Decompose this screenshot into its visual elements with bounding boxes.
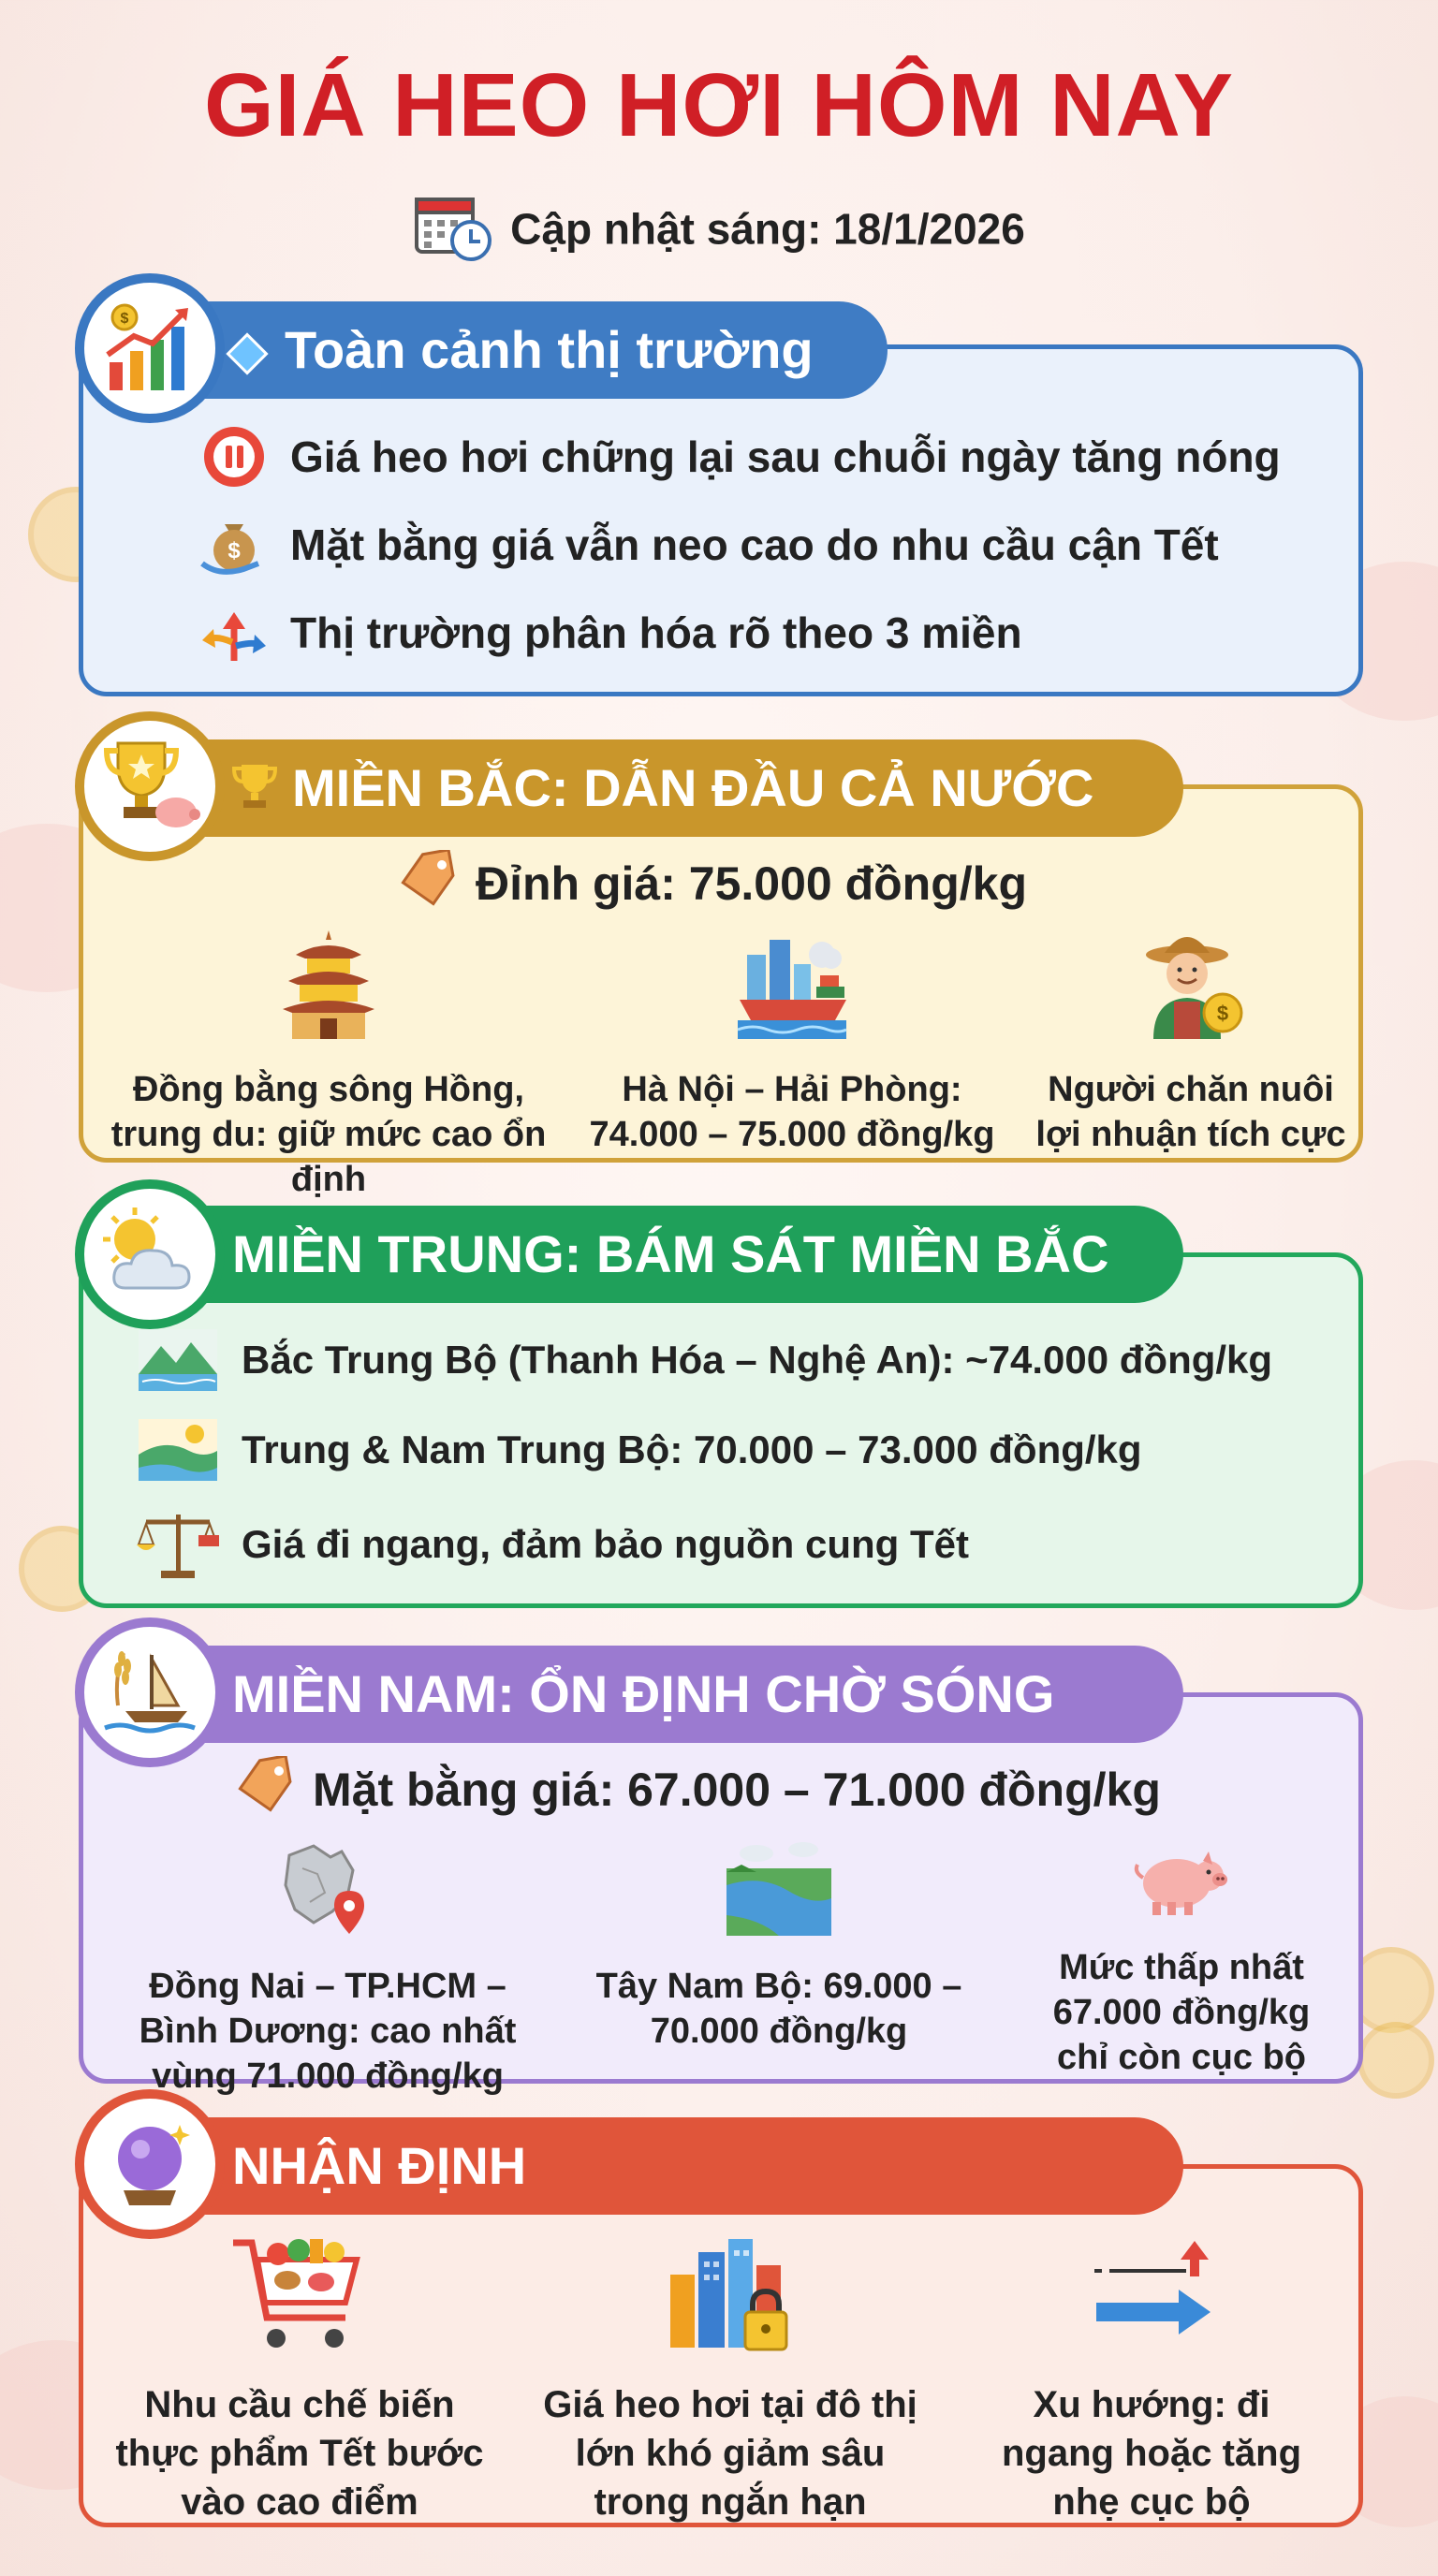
background-coin-decoration <box>1357 2022 1434 2099</box>
outlook-column: Xu hướng: đi ngang hoặc tăng nhẹ cục bộ <box>974 2233 1329 2526</box>
central-item <box>137 1507 969 1582</box>
city-lock-icon <box>524 2233 936 2367</box>
split-arrows-icon <box>200 599 268 666</box>
overview-item-text: Thị trường phân hóa rõ theo 3 miền <box>290 608 1022 657</box>
south-level-text: Mặt bằng giá: 67.000 – 71.000 đồng/kg <box>313 1764 1161 1816</box>
svg-text:$: $ <box>120 311 129 327</box>
river-icon <box>565 1837 992 1951</box>
map-pin-icon <box>131 1837 524 1951</box>
update-date <box>0 192 1438 273</box>
calendar-clock-icon <box>413 192 493 273</box>
page-title: GIÁ HEO HƠI HÔM NAY <box>203 55 1235 155</box>
north-column: $ Người chăn nuôi lợi nhuận tích cực <box>1024 927 1357 1157</box>
svg-text:$: $ <box>227 538 241 564</box>
trend-arrow-icon <box>974 2233 1329 2367</box>
outlook-title: NHẬN ĐỊNH <box>232 2136 527 2195</box>
farmer-icon <box>1024 927 1357 1054</box>
central-item <box>137 1417 1142 1483</box>
outlook-ribbon <box>159 2117 1183 2215</box>
central-item-text: Giá đi ngang, đảm bảo nguồn cung Tết <box>242 1522 969 1566</box>
pagoda-icon <box>90 927 567 1054</box>
pause-icon <box>200 423 268 490</box>
north-column: Hà Nội – Hải Phòng: 74.000 – 75.000 đồng/kg <box>575 927 1009 1157</box>
overview-item-text: Giá heo hơi chững lại sau chuỗi ngày tăng nóng <box>290 432 1281 481</box>
overview-item <box>200 423 1281 490</box>
overview-item <box>200 599 1022 666</box>
price-tag-icon <box>399 850 459 917</box>
north-column: Đồng bằng sông Hồng, trung du: giữ mức cao ổn định <box>90 927 567 1202</box>
crystal-ball-icon <box>75 2089 225 2239</box>
growth-chart-icon <box>75 273 225 423</box>
overview-item-text: Mặt bằng giá vẫn neo cao do nhu cầu cận Tết <box>290 520 1219 569</box>
update-date-text: Cập nhật sáng: 18/1/2026 <box>510 204 1025 254</box>
central-title: MIỀN TRUNG: BÁM SÁT MIỀN BẮC <box>232 1224 1109 1283</box>
north-peak-price <box>399 850 1027 917</box>
south-column: Đồng Nai – TP.HCM – Bình Dương: cao nhất vùng 71.000 đồng/kg <box>131 1837 524 2099</box>
svg-text:$: $ <box>1216 1002 1229 1025</box>
central-ribbon <box>159 1206 1183 1303</box>
north-ribbon <box>159 739 1183 837</box>
overview-ribbon <box>159 301 888 399</box>
central-item <box>137 1327 1272 1393</box>
sun-cloud-icon <box>75 1179 225 1329</box>
south-column: Tây Nam Bộ: 69.000 – 70.000 đồng/kg <box>565 1837 992 2054</box>
price-tag-icon <box>236 1756 296 1823</box>
boat-rice-icon <box>75 1617 225 1767</box>
pig-icon <box>1041 1837 1322 1932</box>
money-bag-icon <box>200 511 268 578</box>
overview-title: Toàn cảnh thị trường <box>285 320 814 379</box>
north-peak-text: Đỉnh giá: 75.000 đồng/kg <box>476 857 1027 910</box>
central-item-text: Trung & Nam Trung Bộ: 70.000 – 73.000 đồng/kg <box>242 1427 1142 1471</box>
central-item-text: Bắc Trung Bộ (Thanh Hóa – Nghệ An): ~74.000 đồng/kg <box>242 1338 1273 1382</box>
south-title: MIỀN NAM: ỔN ĐỊNH CHỜ SÓNG <box>232 1664 1055 1723</box>
trophy-pig-icon <box>75 711 225 861</box>
shopping-cart-icon <box>103 2233 496 2367</box>
outlook-column: Giá heo hơi tại đô thị lớn khó giảm sâu trong ngắn hạn <box>524 2233 936 2526</box>
diamond-icon <box>226 333 268 375</box>
south-ribbon <box>159 1646 1183 1743</box>
mountain-icon <box>137 1327 219 1393</box>
city-port-icon <box>575 927 1009 1054</box>
overview-item <box>200 511 1219 578</box>
south-price-level <box>236 1756 1161 1823</box>
scale-icon <box>137 1507 219 1582</box>
south-column: Mức thấp nhất 67.000 đồng/kg chỉ còn cục bộ <box>1041 1837 1322 2080</box>
landscape-icon <box>137 1417 219 1483</box>
trophy-icon <box>232 743 277 841</box>
north-title: MIỀN BẮC: DẪN ĐẦU CẢ NƯỚC <box>292 758 1094 817</box>
outlook-column: Nhu cầu chế biến thực phẩm Tết bước vào cao điểm <box>103 2233 496 2526</box>
